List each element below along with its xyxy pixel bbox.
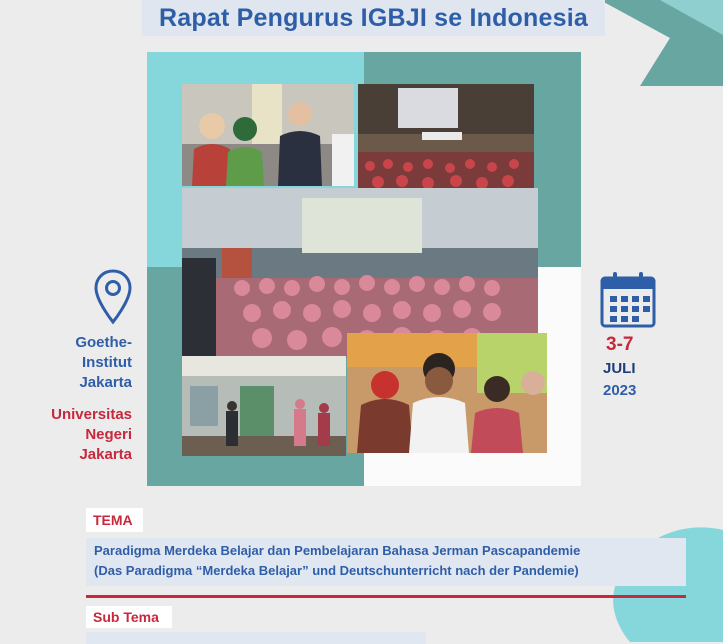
calendar-icon — [600, 270, 656, 328]
photo-workshop-participants — [347, 333, 547, 453]
venue-2-line-3: Jakarta — [79, 446, 132, 463]
venue-unj — [51, 405, 132, 465]
theme-line-2: (Das Paradigma “Merdeka Belajar” und Deutschunterricht nach der Pandemie) — [94, 563, 579, 578]
theme-line-1: Paradigma Merdeka Belajar dan Pembelajaran Bahasa Jerman Pascapandemie — [94, 543, 581, 558]
top-right-arrow-shape — [600, 0, 723, 86]
theme-label: TEMA — [86, 508, 143, 532]
photo-exhibition-room — [182, 356, 346, 456]
venue-1-line-3: Jakarta — [79, 374, 132, 391]
page-title: Rapat Pengurus IGBJI se Indonesia — [142, 0, 605, 36]
theme-box — [86, 538, 686, 586]
sub-theme-box — [86, 632, 426, 644]
sub-theme-label: Sub Tema — [86, 606, 172, 628]
photo-three-people — [182, 84, 354, 186]
photo-auditorium-stage — [358, 84, 534, 192]
venue-2-line-1: Universitas — [51, 406, 132, 423]
venue-1-line-2: Institut — [82, 354, 132, 371]
date-month: JULI — [603, 360, 636, 377]
section-divider — [86, 595, 686, 598]
venue-2-line-2: Negeri — [85, 426, 132, 443]
date-year: 2023 — [603, 382, 637, 399]
date-range: 3-7 — [606, 334, 634, 355]
venue-1-line-1: Goethe- — [75, 334, 132, 351]
venue-goethe-institut — [75, 333, 132, 393]
location-pin-icon — [93, 268, 133, 326]
